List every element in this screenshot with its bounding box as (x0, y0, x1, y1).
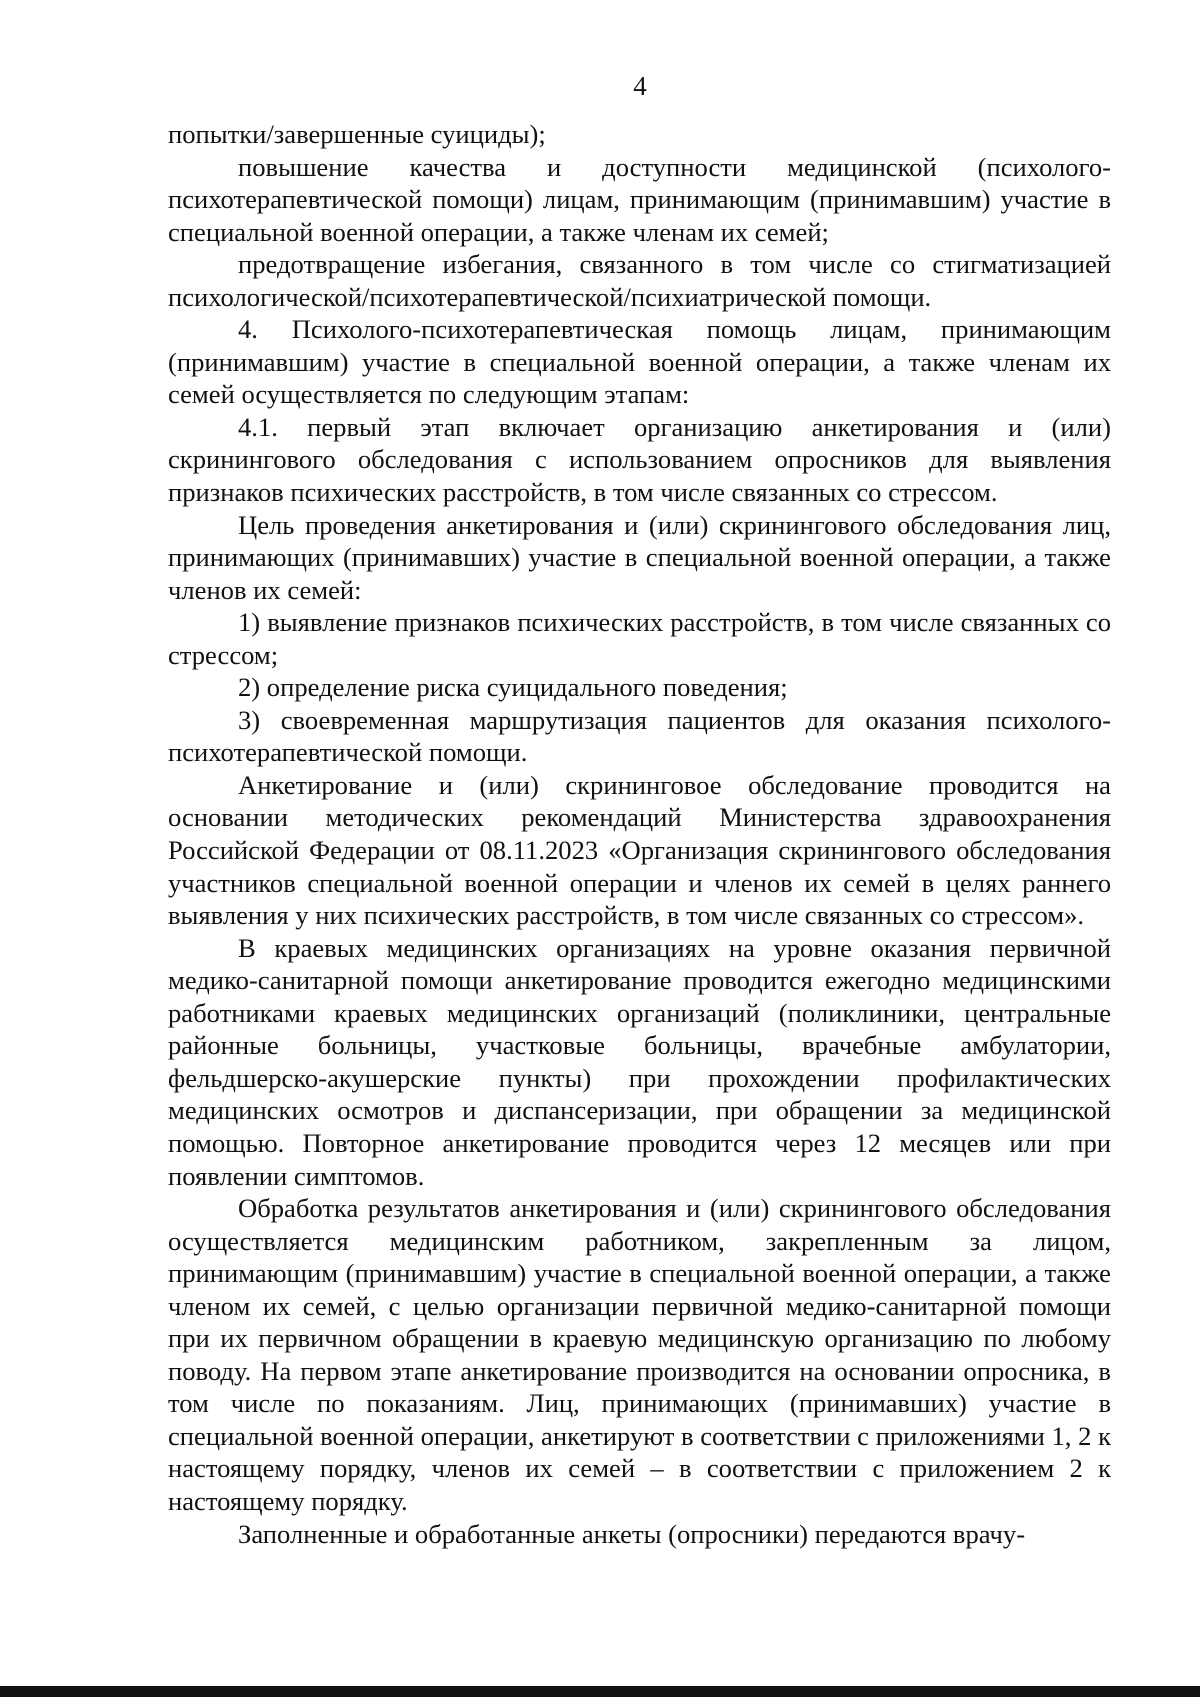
paragraph-3: предотвращение избегания, связанного в том числе со стигматизацией психологической/психотерапевтической/психиатрической помощи. (168, 249, 1111, 312)
paragraph-12: Обработка результатов анкетирования и (или) скринингового обследования осуществляется медицинским работником, закрепленным за лицом, принимающим (принимавшим) участие в специальной военной операции, а также членом их семей, с целью организации первичной медико-санитарной помощи при их первичном обращении в краевую медицинскую организацию по любому поводу. На первом этапе анкетирование производится на основании опросника, в том числе по показаниям. Лиц, принимающих (принимавших) участие в специальной военной операции, анкетируют в соответствии с приложениями 1, 2 к настоящему порядку, членов их семей – в соответствии с приложением 2 к настоящему порядку. (168, 1193, 1111, 1516)
paragraph-8: 2) определение риска суицидального поведения; (238, 672, 788, 703)
document-body (168, 118, 1111, 1550)
paragraph-13: Заполненные и обработанные анкеты (опросники) передаются врачу- (238, 1518, 1026, 1549)
page-number: 4 (633, 71, 647, 101)
paragraph-6: Цель проведения анкетирования и (или) скринингового обследования лиц, принимающих (принимавших) участие в специальной военной операции, а также членов их семей: (168, 509, 1111, 605)
scan-bottom-edge (0, 1686, 1200, 1697)
paragraph-1: попытки/завершенные суициды); (168, 119, 546, 149)
paragraph-5: 4.1. первый этап включает организацию анкетирования и (или) скринингового обследования с использованием опросников для выявления признаков психических расстройств, в том числе связанных со стрессом. (168, 411, 1111, 508)
paragraph-2: повышение качества и доступности медицинской (психолого-психотерапевтической помощи) лицам, принимающим (принимавшим) участие в специальной военной операции, а также членам их семей; (168, 151, 1111, 247)
paragraph-9: 3) своевременная маршрутизация пациентов для оказания психолого-психотерапевтической помощи. (168, 704, 1111, 768)
paragraph-4: 4. Психолого-психотерапевтическая помощь лицам, принимающим (принимавшим) участие в специальной военной операции, а также членам их семей осуществляется по следующим этапам: (168, 314, 1111, 410)
paragraph-10: Анкетирование и (или) скрининговое обследование проводится на основании методических рекомендаций Министерства здравоохранения Российской Федерации от 08.11.2023 «Организация скринингового обследования участников специальной военной операции и членов их семей в целях раннего выявления у них психических расстройств, в том числе связанных со стрессом». (168, 769, 1111, 931)
paragraph-11: В краевых медицинских организациях на уровне оказания первичной медико-санитарной помощи анкетирование проводится ежегодно медицинскими работниками краевых медицинских организаций (поликлиники, центральные районные больницы, участковые больницы, врачебные амбулатории, фельдшерско-акушерские пункты) при прохождении профилактических медицинских осмотров и диспансеризации, при обращении за медицинской помощью. Повторное анкетирование проводится через 12 месяцев или при появлении симптомов. (168, 932, 1111, 1191)
paragraph-7: 1) выявление признаков психических расстройств, в том числе связанных со стрессом; (168, 607, 1111, 670)
